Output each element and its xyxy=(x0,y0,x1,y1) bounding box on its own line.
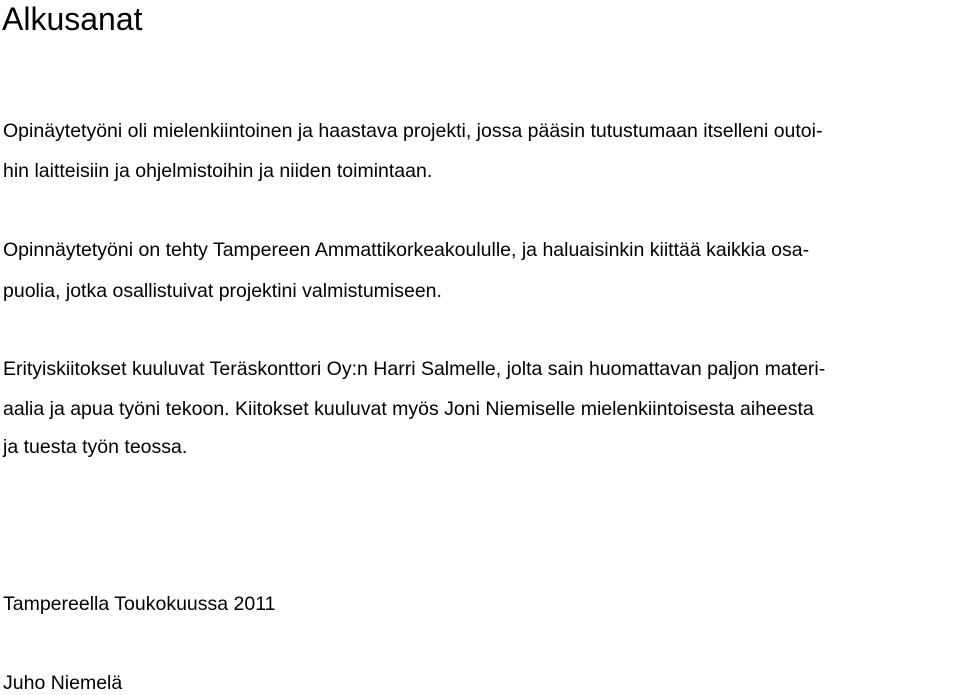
author-name: Juho Niemelä xyxy=(3,672,123,694)
paragraph-line: ja tuesta työn teossa. xyxy=(3,436,188,458)
paragraph-line: aalia ja apua työni tekoon. Kiitokset kuuluvat myös Joni Niemiselle mielenkiintoisesta aiheesta xyxy=(3,398,814,420)
paragraph-line: puolia, jotka osallistuivat projektini valmistumiseen. xyxy=(3,280,442,302)
paragraph-line: Opinäytetyöni oli mielenkiintoinen ja haastava projekti, jossa pääsin tutustumaan itselleni outoi- xyxy=(3,120,823,142)
place-and-date: Tampereella Toukokuussa 2011 xyxy=(3,593,276,615)
paragraph-line: Erityiskiitokset kuuluvat Teräskonttori Oy:n Harri Salmelle, jolta sain huomattavan paljon materi- xyxy=(3,358,826,380)
paragraph-line: hin laitteisiin ja ohjelmistoihin ja niiden toimintaan. xyxy=(3,160,433,182)
paragraph-line: Opinnäytetyöni on tehty Tampereen Ammattikorkeakoululle, ja haluaisinkin kiittää kaikkia osa- xyxy=(3,239,810,261)
page-title: Alkusanat xyxy=(2,1,143,37)
